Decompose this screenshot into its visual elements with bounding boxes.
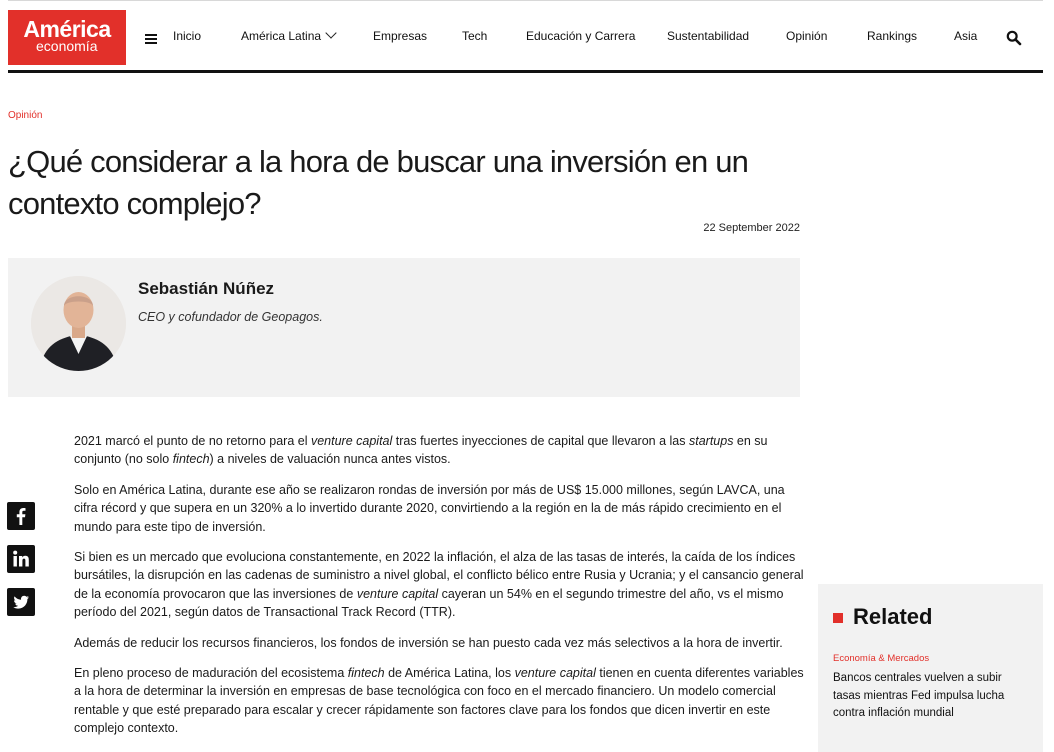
nav-item-tech[interactable]: Tech — [462, 29, 488, 43]
nav-item-america-latina[interactable] — [241, 29, 335, 43]
related-marker — [833, 613, 843, 623]
related-heading: Related — [853, 604, 933, 629]
paragraph-text: Además de reducir los recursos financieros, los fondos de inversión se han puesto cada vez más selectivos a la hora de invertir. — [74, 635, 783, 650]
article-paragraph — [74, 664, 804, 738]
article-title: ¿Qué considerar a la hora de buscar una inversión en un contexto complejo? — [8, 144, 749, 221]
italic-term: venture capital — [310, 434, 393, 448]
nav-item-asia[interactable]: Asia — [954, 29, 978, 43]
linkedin-share-button[interactable] — [7, 545, 35, 573]
nav-item-rankings[interactable]: Rankings — [867, 29, 918, 43]
twitter-share-button[interactable] — [7, 588, 35, 616]
italic-term: venture capital — [356, 586, 439, 601]
paragraph-text: En pleno proceso de maduración del ecosistema — [74, 666, 348, 681]
paragraph-text: de América Latina, los — [384, 666, 515, 681]
related-article-link[interactable]: Bancos centrales vuelven a subir tasas mientras Fed impulsa lucha contra inflación mundial — [833, 672, 1005, 719]
logo-subwordmark: economía — [36, 38, 98, 54]
nav-item-empresas[interactable]: Empresas — [373, 29, 428, 43]
paragraph-text: tras fuertes inyecciones de capital que llevaron a las — [392, 434, 689, 448]
paragraph-text: 2021 marcó el punto de no retorno para el — [74, 434, 311, 448]
search-icon[interactable] — [1006, 30, 1022, 46]
nav-item-inicio[interactable]: Inicio — [173, 29, 202, 43]
paragraph-text: Solo en América Latina, durante ese año se realizaron rondas de inversión por más de US$ 15.000 millones, según LAVCA, una cifra récord y que supera en un 320% a lo invertido durante 2020, convirtiendo a la región en la de más rápido crecimiento en el mundo para este tipo de inversión. — [74, 482, 785, 534]
site-header — [8, 10, 1043, 66]
nav-item-label: América Latina — [241, 29, 322, 43]
author-role: CEO y cofundador de Geopagos. — [138, 310, 323, 324]
article-paragraph — [74, 548, 804, 622]
related-panel — [818, 584, 1043, 752]
paragraph-text: tienen en cuenta diferentes variables a la hora de determinar la inversión en empresas de base tecnológica con foco en el mercado financiero. Un modelo comercial rentable y que esté preparado para escalar y crecer rápidamente son factores clave para los fondos que dicen invertir en este complejo contexto. — [74, 666, 804, 736]
related-category-link[interactable]: Economía & Mercados — [833, 653, 930, 664]
article-paragraph — [74, 432, 804, 469]
nav-item-educacion[interactable]: Educación y Carrera — [526, 29, 636, 43]
chevron-down-icon — [325, 27, 336, 38]
logo-wordmark: América — [23, 16, 111, 42]
paragraph-text: cayeran un 54% en el segundo trimestre del año, vs el mismo período del 2021, según datos de Transactional Track Record (TTR). — [74, 586, 784, 620]
section-label[interactable]: Opinión — [8, 110, 43, 121]
article-body — [74, 432, 804, 750]
top-border — [8, 0, 1043, 1]
author-box — [8, 258, 800, 397]
article-paragraph — [74, 481, 804, 536]
facebook-share-button[interactable] — [7, 502, 35, 530]
italic-term: startups — [688, 434, 734, 448]
paragraph-text: Si bien es un mercado que evoluciona constantemente, en 2022 la inflación, el alza de las tasas de interés, la caída de los índices bursátiles, la disrupción en las cadenas de suministro a nivel global, el conflicto bélico entre Rusia y Ucrania; y el cansancio general de la economía provocaron que las inversiones de — [74, 550, 804, 601]
paragraph-text: ) a niveles de valuación nunca antes vistos. — [209, 452, 451, 467]
paragraph-text: en su conjunto (no solo — [74, 434, 768, 467]
author-name[interactable]: Sebastián Núñez — [138, 279, 275, 298]
publish-date: 22 September 2022 — [703, 222, 800, 234]
article-paragraph — [74, 634, 804, 652]
italic-term: fintech — [347, 666, 385, 681]
italic-term: venture capital — [514, 666, 596, 681]
nav-item-sustentabilidad[interactable]: Sustentabilidad — [667, 29, 750, 43]
italic-term: fintech — [172, 452, 210, 467]
nav-item-opinion[interactable]: Opinión — [786, 29, 828, 43]
main-nav — [8, 10, 1043, 65]
header-divider — [8, 70, 1043, 73]
author-avatar[interactable] — [31, 276, 126, 371]
